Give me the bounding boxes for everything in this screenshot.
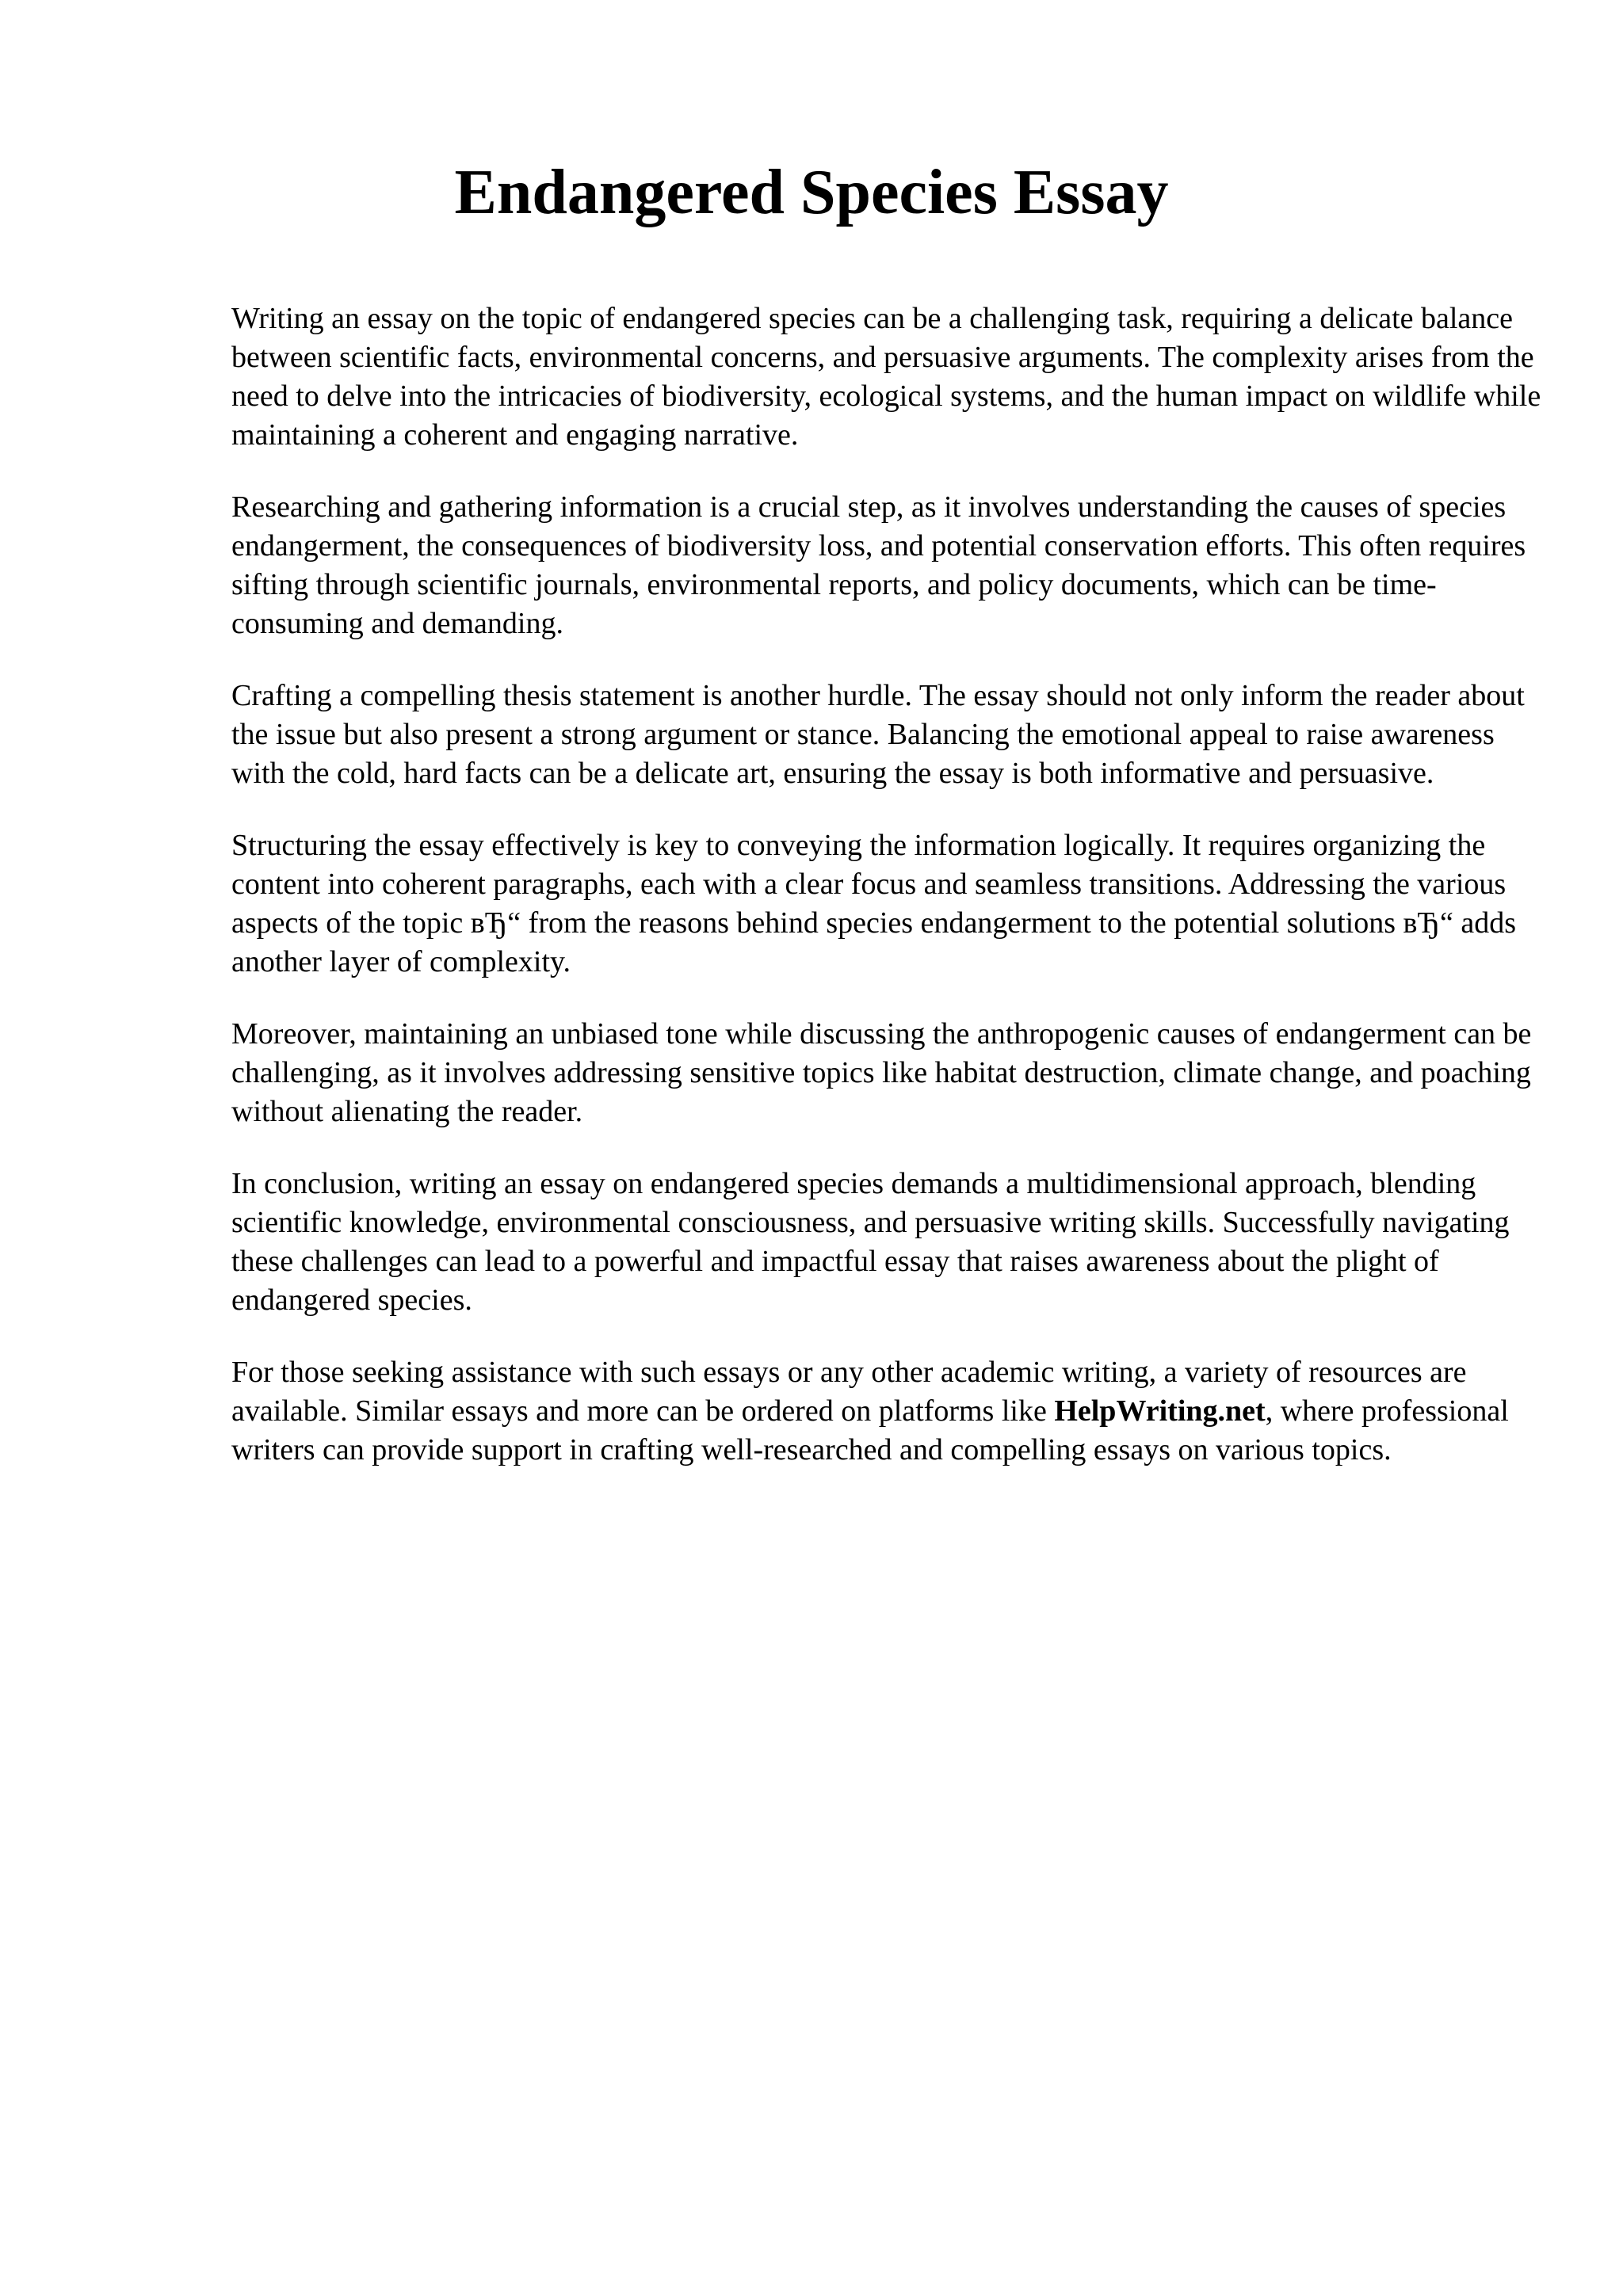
paragraph-3: Crafting a compelling thesis statement is another hurdle. The essay should not only inform the reader about the issue but also present a strong argument or stance. Balancing the emotional appeal to raise awareness with the cold, hard facts can be a delicate art, ensuring the essay is both informative and persuasive. (231, 679, 1525, 790)
paragraph-7-intro: For those seeking assistance with such essays or any other academic writing, a variety of resources are available. Similar essays and more can be ordered on platforms like (231, 1356, 1467, 1428)
paragraph-2: Researching and gathering information is a crucial step, as it involves understanding the causes of species endangerment, the consequences of biodiversity loss, and potential conservation efforts. This often requires sifting through scientific journals, environmental reports, and policy documents, which can be time-consuming and demanding. (231, 490, 1526, 640)
paragraph-1: Writing an essay on the topic of endangered species can be a challenging task, requiring a delicate balance between scientific facts, environmental concerns, and persuasive arguments. The complexity arises from the need to delve into the intricacies of biodiversity, ecological systems, and the human impact on wildlife while maintaining a coherent and engaging narrative. (231, 302, 1541, 452)
paragraph-4: Structuring the essay effectively is key to conveying the information logically. It requires organizing the content into coherent paragraphs, each with a clear focus and seamless transitions. Addressing the various aspects of the topic вЂ“ from the reasons behind species endangerment to the potential solutions вЂ“ adds another layer of complexity. (231, 829, 1517, 978)
paragraph-7-outro: , where professional writers can provide support in crafting well-researched and compelling essays on various topics. (231, 1394, 1509, 1466)
essay-body (231, 299, 1547, 1503)
paragraph-5: Moreover, maintaining an unbiased tone while discussing the anthropogenic causes of endangerment can be challenging, as it involves addressing sensitive topics like habitat destruction, climate change, and poaching without alienating the reader. (231, 1017, 1532, 1128)
paragraph-6: In conclusion, writing an essay on endangered species demands a multidimensional approach, blending scientific knowledge, environmental consciousness, and persuasive writing skills. Successfully navigating these challenges can lead to a powerful and impactful essay that raises awareness about the plight of endangered species. (231, 1167, 1510, 1317)
helpwriting-link[interactable]: HelpWriting.net (1054, 1394, 1266, 1428)
essay-title: Endangered Species Essay (454, 158, 1169, 227)
paragraph-7 (231, 1353, 1547, 1470)
